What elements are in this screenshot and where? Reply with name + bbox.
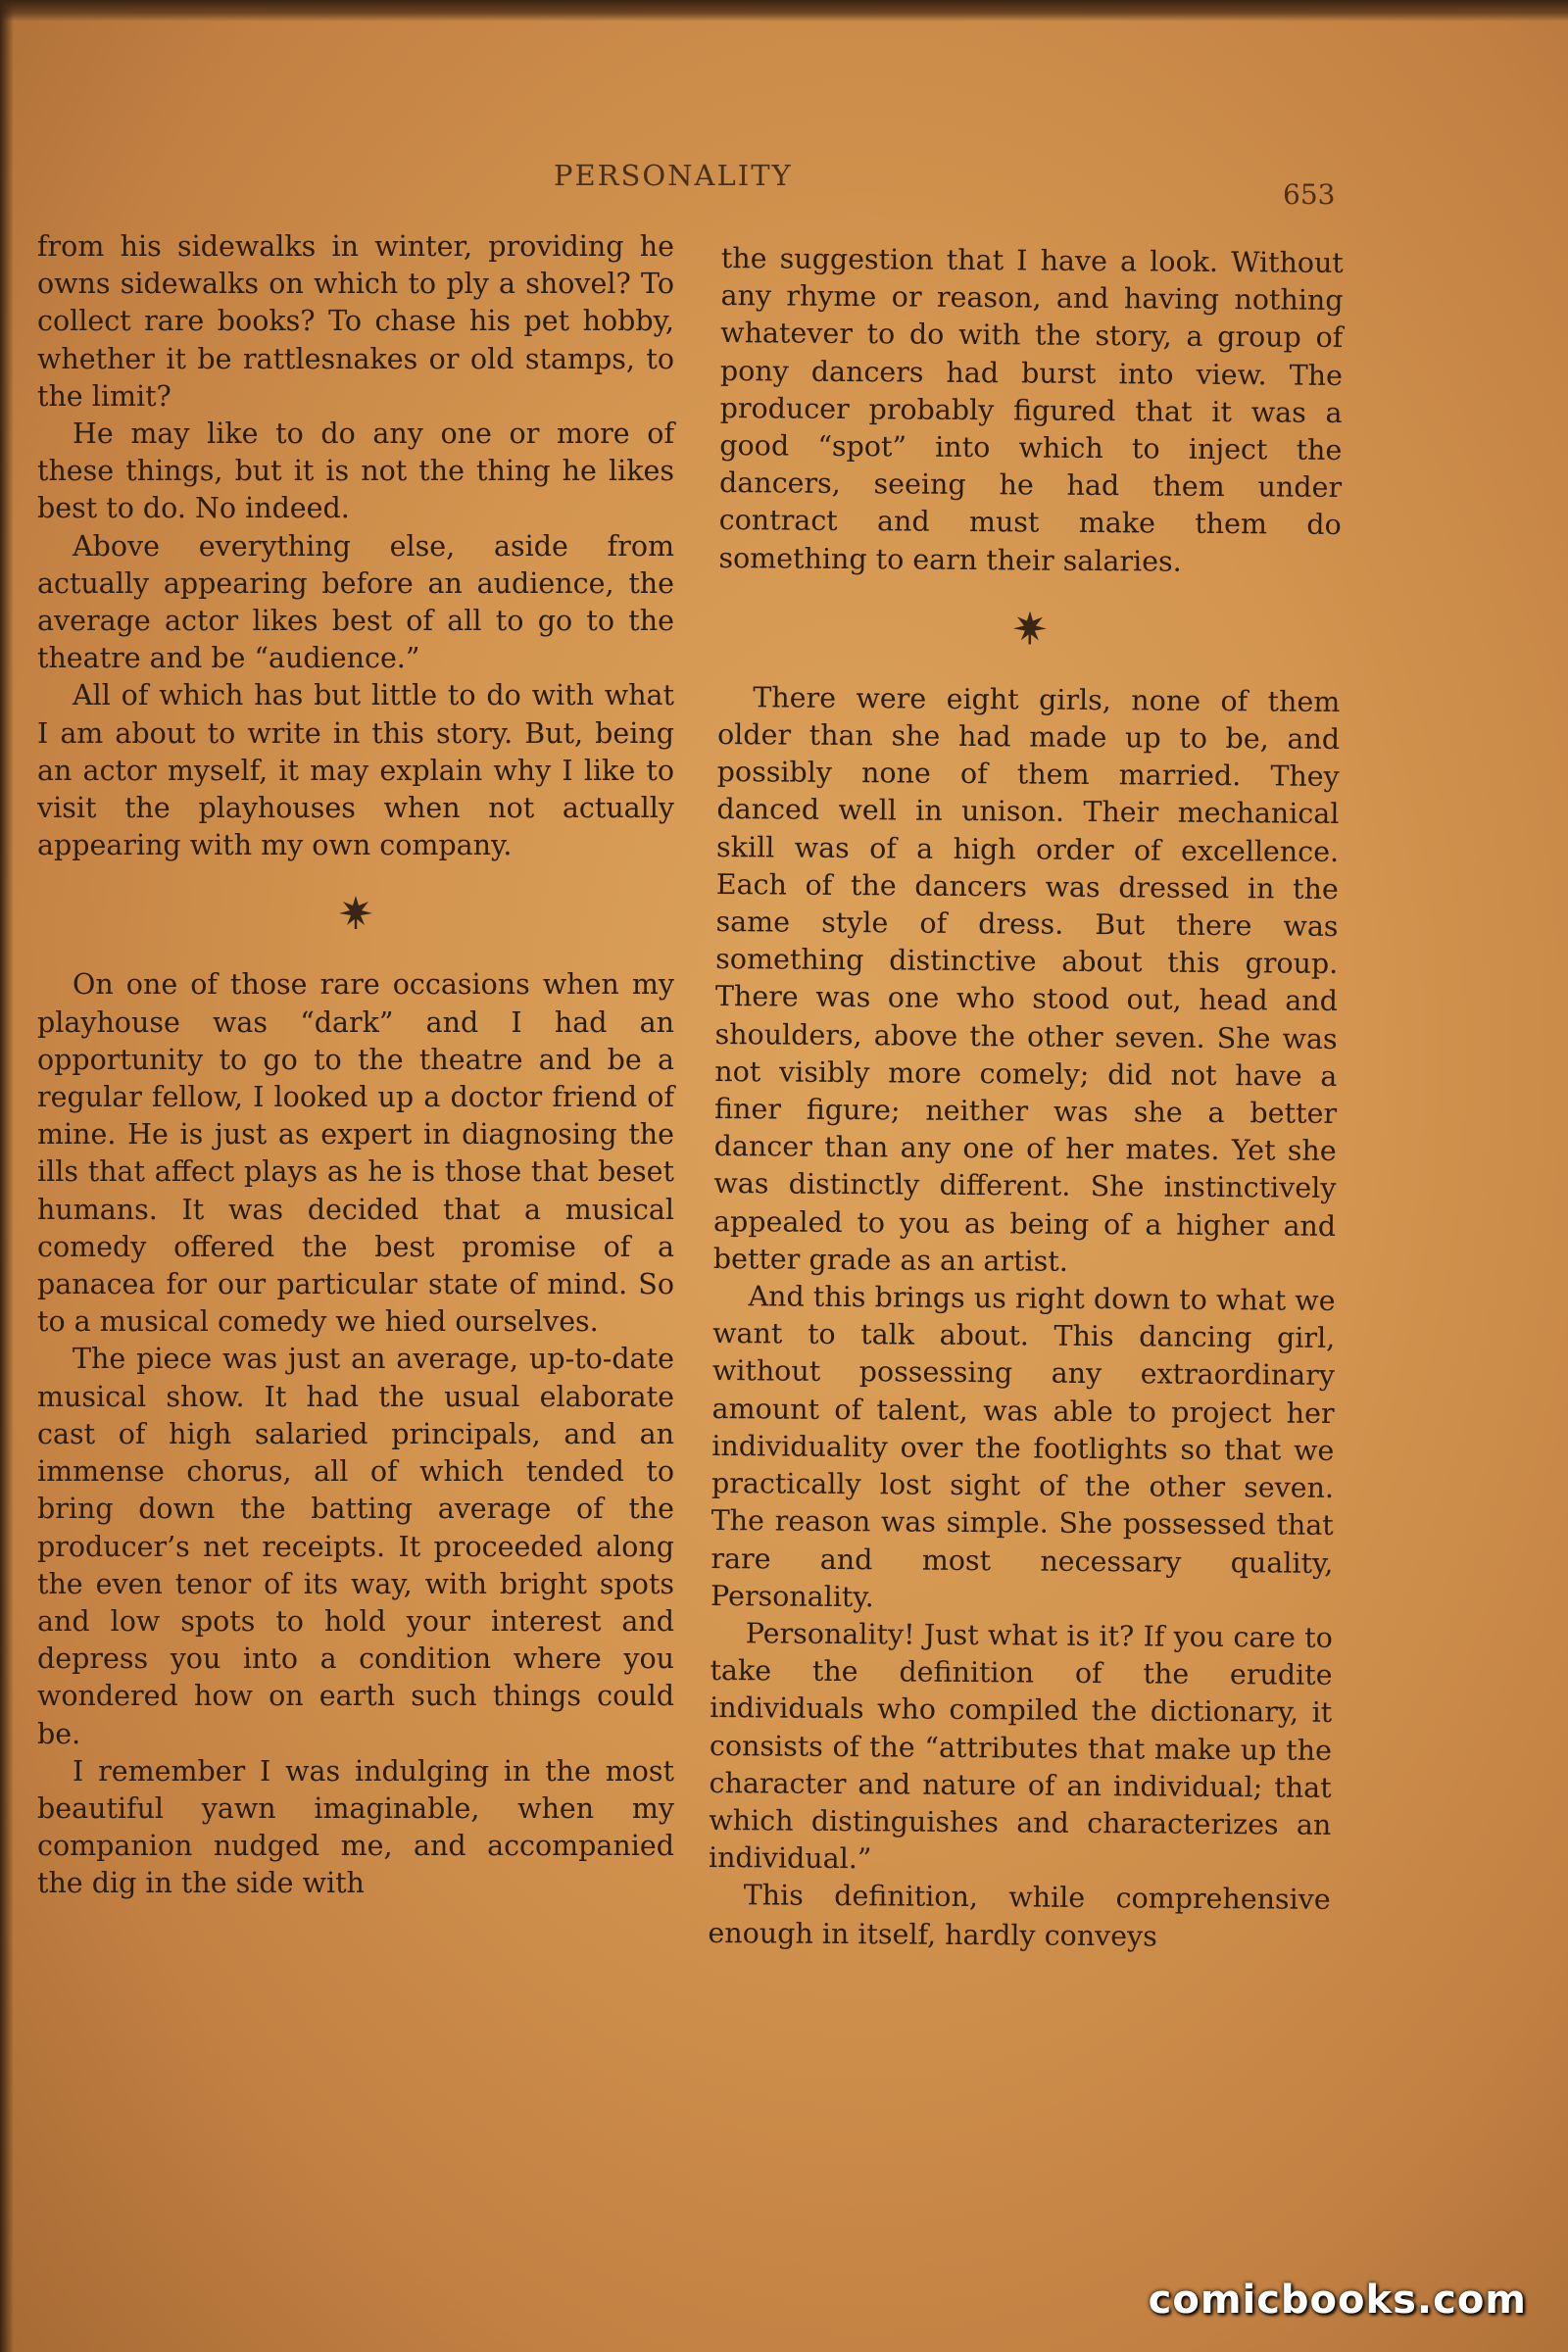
page-top-edge (0, 0, 1568, 22)
leaf-ornament-icon (1009, 607, 1049, 646)
leaf-ornament-icon (336, 892, 375, 931)
paragraph: Above everything else, aside from actually appearing before an audience, the average actor likes best of all to go to the theatre and be “audience.” (37, 529, 674, 675)
paragraph: There were eight girls, none of them older than she had made up to be, and possibly none of them married. They danced well in unison. Their mechanical skill was of a high order of excellence. Each of the dancers was dressed in the same style of dress. But there was something distinctive about this group. There was one who stood out, head and shoulders, above the other seven. She was not visibly more comely; did not have a finer figure; neither was she a better dancer than any one of her mates. Yet she was distinctly different. She instinctively appealed to you as being of a higher and better grade as an artist. (712, 681, 1341, 1278)
running-head: PERSONALITY (554, 159, 793, 192)
section-ornament (718, 605, 1341, 649)
paragraph: I remember I was indulging in the most beautiful yawn imaginable, when my companion nudged me, and accompanied the dig in the side with (37, 1754, 674, 1900)
paragraph: And this brings us right down to what we want to talk about. This dancing girl, without possessing any extraordinary amount of talent, was able to project her individuality over the footlights so that we practically lost sight of the other seven. The reason was simple. She possessed that rare and most necessary quality, Personality. (710, 1280, 1336, 1613)
paragraph: On one of those rare occasions when my playhouse was “dark” and I had an opportunity to go to the theatre and be a regular fellow, I looked up a doctor friend of mine. He is just as expert in diagnosing the ills that affect plays as he is those that beset humans. It was decided that a musical comedy offered the best promise of a panacea for our particular state of mind. So to a musical comedy we hied ourselves. (37, 968, 674, 1339)
paragraph: from his sidewalks in winter, providing he owns sidewalks on which to ply a shovel? To collect rare books? To chase his pet hobby, whether it be rattlesnakes or old stamps, to the limit? (37, 230, 674, 413)
paragraph: All of which has but little to do with what I am about to write in this story. But, being an actor myself, it may explain why I like to visit the playhouses when not actually appearing with my own company. (37, 679, 674, 862)
paragraph: This definition, while comprehensive enough in itself, hardly conveys (708, 1879, 1331, 1953)
left-column (37, 228, 674, 1903)
paragraph: the suggestion that I have a look. Without any rhyme or reason, and having nothing whatever to do with the story, a group of pony dancers had burst into view. The producer probably figured that it was a good “spot” into which to inject the dancers, seeing he had them under contract and must make them do something to earn their salaries. (718, 241, 1344, 578)
section-ornament (37, 892, 674, 931)
paragraph: He may like to do any one or more of these things, but it is not the thing he likes best to do. No indeed. (37, 417, 674, 525)
paragraph: The piece was just an average, up-to-date musical show. It had the usual elaborate cast of high salaried principals, and an immense chorus, all of which tended to bring down the batting average of the producer’s net receipts. It proceeded along the even tenor of its way, with bright spots and low spots to hold your interest and depress you into a condition where you wondered how on earth such things could be. (37, 1343, 674, 1750)
paragraph: Personality! Just what is it? If you care to take the definition of the erudite individuals who compiled the dictionary, it consists of the “attributes that make up the character and nature of an individual; that which distinguishes and characterizes an individual.” (708, 1617, 1333, 1876)
page-number: 653 (1283, 178, 1336, 211)
page-left-edge (0, 0, 14, 2352)
watermark: comicbooks.com (1148, 2278, 1527, 2323)
right-column (708, 240, 1344, 1957)
